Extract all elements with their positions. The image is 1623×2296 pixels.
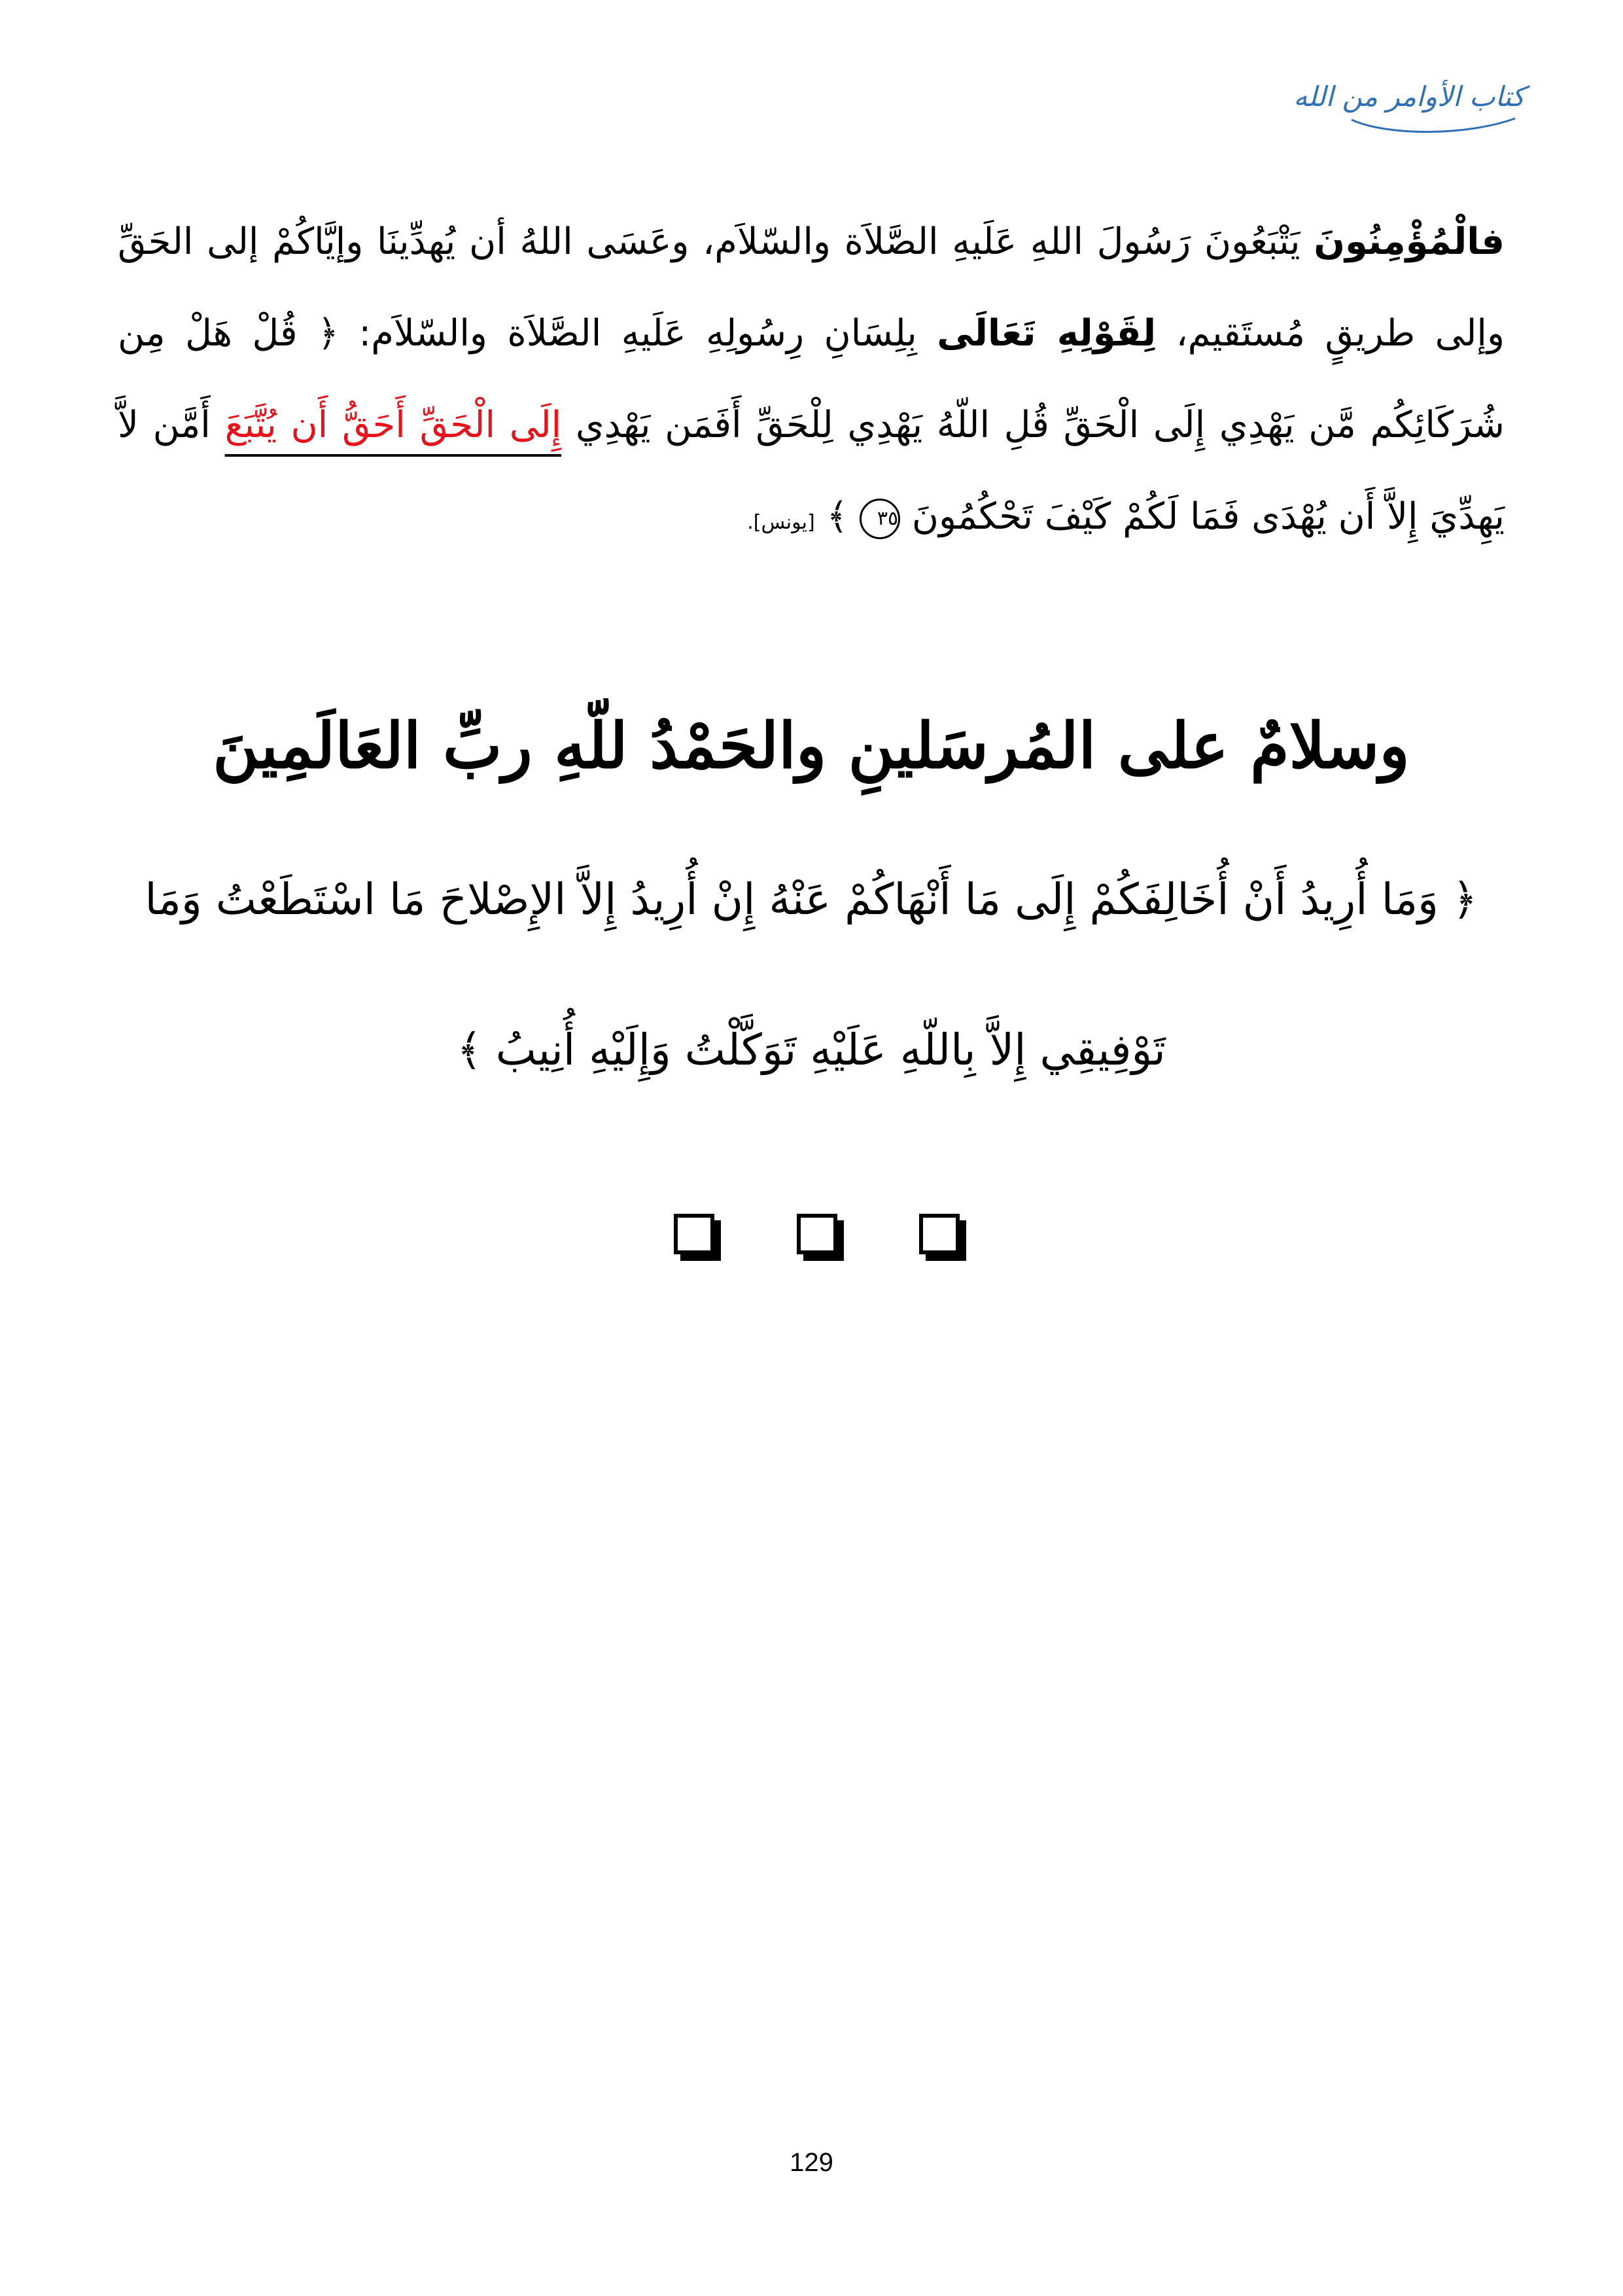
- body-text-1: يَتْبَعُونَ رَسُولَ اللهِ عَلَيهِ الصَّلاَة والسّلاَم، وعَسَى اللهُ أن يُهدِّينَا وإيَّاكُمْ إلى الحَقِّ وإلى طريقٍ مُستَقيم،: [118, 221, 1505, 355]
- book-title: [1263, 77, 1525, 136]
- checkbox-square-icon: [674, 1214, 714, 1254]
- title-swash-icon: [1348, 113, 1518, 133]
- book-title-text: كتاب الأوامر من الله: [1293, 80, 1525, 113]
- ayah-number-badge: ٣٥: [860, 499, 900, 539]
- closing-verse: ﴿ وَمَا أُرِيدُ أَنْ أُخَالِفَكُمْ إِلَى مَا أَنْهَاكُمْ عَنْهُ إِنْ أُرِيدُ إِلاَّ الإِصْلاحَ مَا اسْتَطَعْتُ وَمَا تَوْفِيقِي إِلاَّ بِاللّهِ عَلَيْهِ تَوَكَّلْتُ وَإِلَيْهِ أُنِيبُ ﴾: [145, 874, 1478, 1075]
- body-bold-his-saying: لِقَوْلِهِ تَعَالَى: [937, 312, 1157, 355]
- body-text-4: ﴾: [814, 495, 860, 538]
- checkbox-square-icon: [797, 1214, 837, 1254]
- section-separator: [0, 1214, 1623, 1273]
- checkbox-square-icon: [919, 1214, 960, 1254]
- body-bold-believers: فالْمُؤْمِنُونَ: [1314, 221, 1505, 263]
- body-text-2: بِلِسَانِ رِسُولِهِ عَلَيهِ الصَّلاَة والسّلاَم: ﴿ قُلْ هَلْ مِن شُرَكَائِكُم مَّن يَهْدِي إِلَى الْحَقِّ قُلِ اللّهُ يَهْدِي لِلْحَقِّ أَفَمَن يَهْدِي: [118, 312, 1505, 446]
- page-number: 129: [790, 2148, 833, 2177]
- closing-heading: وسلامٌ على المُرسَلينِ والحَمْدُ للّهِ ربِّ العَالَمِينَ: [213, 709, 1410, 783]
- highlighted-verse-fragment: إِلَى الْحَقِّ أَحَقُّ أَن يُتَّبَعَ: [224, 404, 562, 446]
- body-paragraph: [118, 196, 1505, 569]
- surah-reference: [يونس].: [747, 511, 815, 534]
- body-text-3: أَمَّن لاَّ يَهِدِّيَ إِلاَّ أَن يُهْدَى فَمَا لَكُمْ كَيْفَ تَحْكُمُونَ: [118, 404, 1505, 538]
